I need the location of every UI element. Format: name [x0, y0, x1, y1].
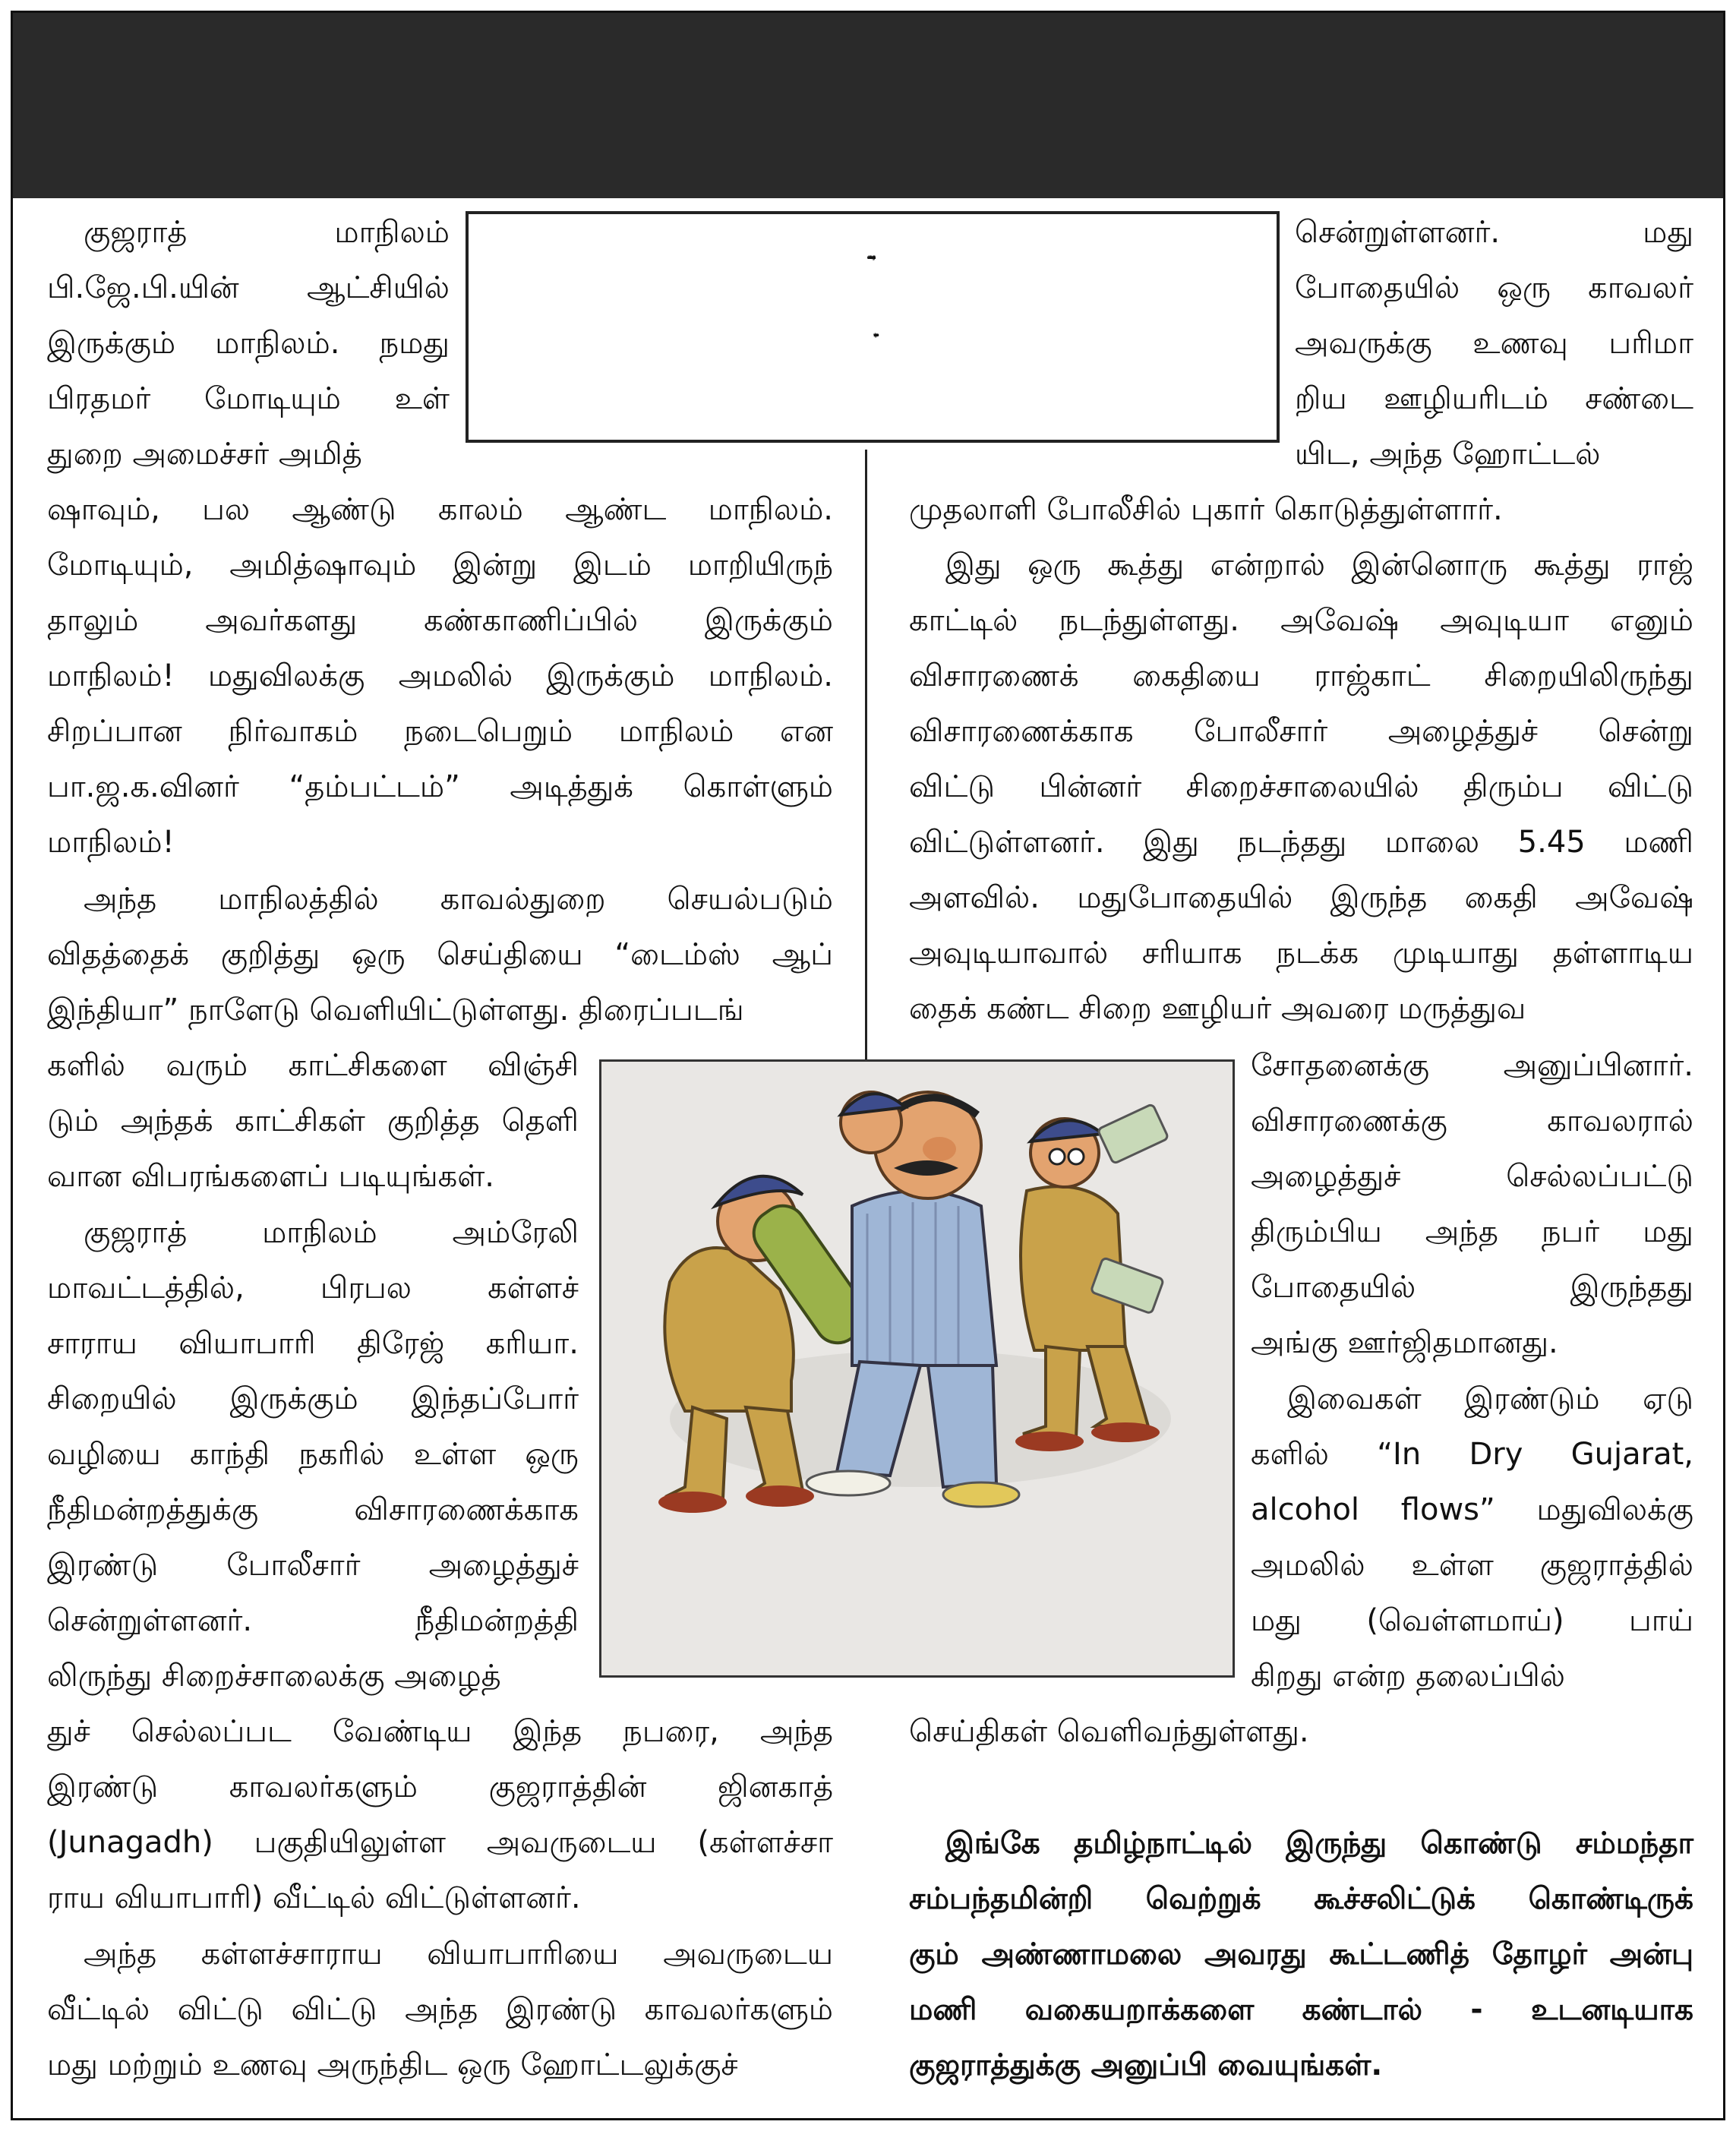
text-line: கிறது என்ற தலைப்பில் [1251, 1659, 1565, 1694]
text-line: விசாரணைக்கு காவலரால் [1251, 1103, 1693, 1138]
article-right-paragraph-3 [1251, 1372, 1693, 1704]
text-line: இரண்டு காவலர்களும் குஜராத்தின் ஜினகாத் [47, 1770, 833, 1804]
text-line: வீட்டில் விட்டு விட்டு அந்த இரண்டு காவலர்களும் [47, 1992, 833, 2027]
text-line: இருக்கும் மாநிலம். நமது [47, 326, 450, 361]
text-line: களில் “In Dry Gujarat, [1251, 1437, 1693, 1472]
text-line: சென்றுள்ளனர். நீதிமன்றத்தி [47, 1603, 579, 1638]
text-line: காட்டில் நடந்துள்ளது. அவேஷ் அவுடியா எனும் [909, 603, 1693, 638]
text-line: மாவட்டத்தில், பிரபல கள்ளச் [47, 1271, 579, 1305]
article-paragraph-4 [47, 1927, 833, 2093]
cartoon-caption [629, 1491, 1221, 1669]
text-line: அளவில். மதுபோதையில் இருந்த கைதி அவேஷ் [909, 880, 1693, 915]
text-line: சம்பந்தமின்றி வெற்றுக் கூச்சலிட்டுக் கொண்டிருக் [909, 1882, 1693, 1916]
text-line: துறை அமைச்சர் அமித் [47, 437, 362, 472]
text-line: திரும்பிய அந்த நபர் மது [1251, 1214, 1693, 1249]
text-line: வழியை காந்தி நகரில் உள்ள ஒரு [47, 1437, 579, 1472]
text-line: போதையில் இருந்தது [1251, 1270, 1693, 1305]
text-line: துச் செல்லப்பட வேண்டிய இந்த நபரை, அந்த [47, 1714, 833, 1749]
text-line: இங்கே தமிழ்நாட்டில் இருந்து கொண்டு சம்மந்தா [945, 1826, 1693, 1861]
text-line: (Junagadh) பகுதியிலுள்ள அவருடைய (கள்ளச்சா [47, 1825, 833, 1860]
text-line: மோடியும், அமித்ஷாவும் இன்று இடம் மாறியிருந் [47, 548, 833, 582]
caption-line [629, 1634, 1221, 1669]
text-line: முதலாளி போலீசில் புகார் கொடுத்துள்ளார். [909, 492, 1503, 527]
text-line: பிரதமர் மோடியும் உள் [47, 381, 450, 416]
text-line: விசாரணைக் கைதியை ராஜ்காட் சிறையிலிருந்து [909, 658, 1693, 693]
text-line: தாலும் அவர்களது கண்காணிப்பில் இருக்கும் [47, 603, 833, 638]
text-line: மாநிலம்! [47, 825, 175, 860]
caption-line [629, 1526, 1221, 1562]
text-line: இவைகள் இரண்டும் ஏடு [1287, 1381, 1693, 1416]
text-line: டும் அந்தக் காட்சிகள் குறித்த தெளி [47, 1103, 579, 1138]
text-line: நீதிமன்றத்துக்கு விசாரணைக்காக [47, 1492, 579, 1527]
article-paragraph-1 [47, 482, 833, 870]
text-line: சிறையில் இருக்கும் இந்தப்போர் [47, 1381, 579, 1416]
newspaper-clipping [466, 211, 1280, 443]
clipping-headline-line-1 [478, 220, 1270, 296]
caption-line [629, 1598, 1221, 1634]
text-line: குஜராத் மாநிலம் அம்ரேலி [84, 1215, 579, 1250]
text-line: விட்டுள்ளனர். இது நடந்தது மாலை 5.45 மணி [909, 825, 1693, 860]
article-right-paragraph-3-cont [909, 1704, 1693, 1760]
article-paragraph-3 [47, 1205, 579, 1704]
clipping-subheadline [478, 390, 1270, 430]
text-line: அமலில் உள்ள குஜராத்தில் [1251, 1548, 1693, 1583]
text-line: றிய ஊழியரிடம் சண்டை [1295, 381, 1693, 416]
text-line: மது மற்றும் உணவு அருந்திட ஒரு ஹோட்டலுக்குச் [47, 2047, 738, 2082]
text-line: சென்றுள்ளனர். மது [1295, 215, 1693, 250]
text-line: குஜராத்துக்கு அனுப்பி வையுங்கள். [909, 2048, 1383, 2082]
article-paragraph-2 [47, 872, 833, 1038]
cartoon-photo [599, 1059, 1235, 1678]
article-closing-bold-paragraph [909, 1816, 1693, 2093]
caption-line [629, 1562, 1221, 1598]
article-paragraph-1-intro [47, 205, 450, 482]
text-line: அவுடியாவால் சரியாக நடக்க முடியாது தள்ளாடிய [909, 936, 1693, 971]
clipping-headline-line-2: when cops escort prisoners [873, 333, 875, 338]
text-line: அந்த கள்ளச்சாராய வியாபாரியை அவருடைய [84, 1937, 833, 1972]
text-line: மணி வகையறாக்களை கண்டால் - உடனடியாக [909, 1993, 1693, 2027]
text-line: அவருக்கு உணவு பரிமா [1295, 326, 1693, 361]
text-line: அங்கு ஊர்ஜிதமானது. [1251, 1325, 1558, 1360]
text-line: இது ஒரு கூத்து என்றால் இன்னொரு கூத்து ராஜ் [945, 548, 1693, 582]
article-right-paragraph-2 [909, 538, 1693, 1037]
article-paragraph-2-cont [47, 1038, 579, 1204]
text-line: இந்தியா” நாளேடு வெளியிட்டுள்ளது. திரைப்படங் [47, 993, 744, 1028]
text-line: லிருந்து சிறைச்சாலைக்கு அழைத் [47, 1659, 501, 1694]
article-right-paragraph-1 [1295, 205, 1693, 482]
text-line: அந்த மாநிலத்தில் காவல்துறை செயல்படும் [84, 882, 833, 917]
text-line: இரண்டு போலீசார் அழைத்துச் [47, 1548, 579, 1583]
text-line: ஷாவும், பல ஆண்டு காலம் ஆண்ட மாநிலம். [47, 492, 833, 527]
text-line: alcohol flows” மதுவிலக்கு [1251, 1492, 1693, 1527]
text-line: செய்திகள் வெளிவந்துள்ளது. [909, 1714, 1309, 1749]
text-line: அழைத்துச் செல்லப்பட்டு [1251, 1159, 1693, 1194]
text-line: குஜராத் மாநிலம் [84, 215, 450, 250]
text-line: பா.ஜ.க.வினர் “தம்பட்டம்” அடித்துக் கொள்ளும் [47, 769, 833, 804]
caption-line [629, 1491, 1221, 1526]
text-line: வான விபரங்களைப் படியுங்கள். [47, 1159, 495, 1194]
text-line: ராய வியாபாரி) வீட்டில் விட்டுள்ளனர். [47, 1880, 581, 1915]
page-headline [13, 13, 1723, 198]
text-line: கும் அண்ணாமலை அவரது கூட்டணித் தோழர் அன்பு [909, 1937, 1693, 1972]
text-line: போதையில் ஒரு காவலர் [1295, 270, 1693, 305]
text-line: மது (வெள்ளமாய்) பாய் [1251, 1603, 1693, 1638]
text-line: விசாரணைக்காக போலீசார் அழைத்துச் சென்று [909, 714, 1693, 749]
text-line: யிட, அந்த ஹோட்டல் [1295, 437, 1601, 472]
text-line: களில் வரும் காட்சிகளை விஞ்சி [47, 1048, 579, 1083]
text-line: விதத்தைக் குறித்து ஒரு செய்தியை “டைம்ஸ் ஆப் [47, 937, 833, 972]
article-right-paragraph-1-cont [909, 482, 1693, 538]
text-line: சிறப்பான நிர்வாகம் நடைபெறும் மாநிலம் என [47, 714, 833, 749]
text-line: மாநிலம்! மதுவிலக்கு அமலில் இருக்கும் மாநிலம். [47, 658, 833, 693]
text-line: தைக் கண்ட சிறை ஊழியர் அவரை மருத்துவ [909, 991, 1526, 1026]
article-paragraph-3-cont [47, 1704, 833, 1926]
text-line: சாராய வியாபாரி திரேஜ் கரியா. [47, 1326, 579, 1361]
text-line: விட்டு பின்னர் சிறைச்சாலையில் திரும்ப விட்டு [909, 769, 1693, 804]
text-line: சோதனைக்கு அனுப்பினார். [1251, 1048, 1693, 1083]
text-line: பி.ஜே.பி.யின் ஆட்சியில் [47, 270, 450, 305]
article-right-paragraph-2-cont [1251, 1038, 1693, 1371]
